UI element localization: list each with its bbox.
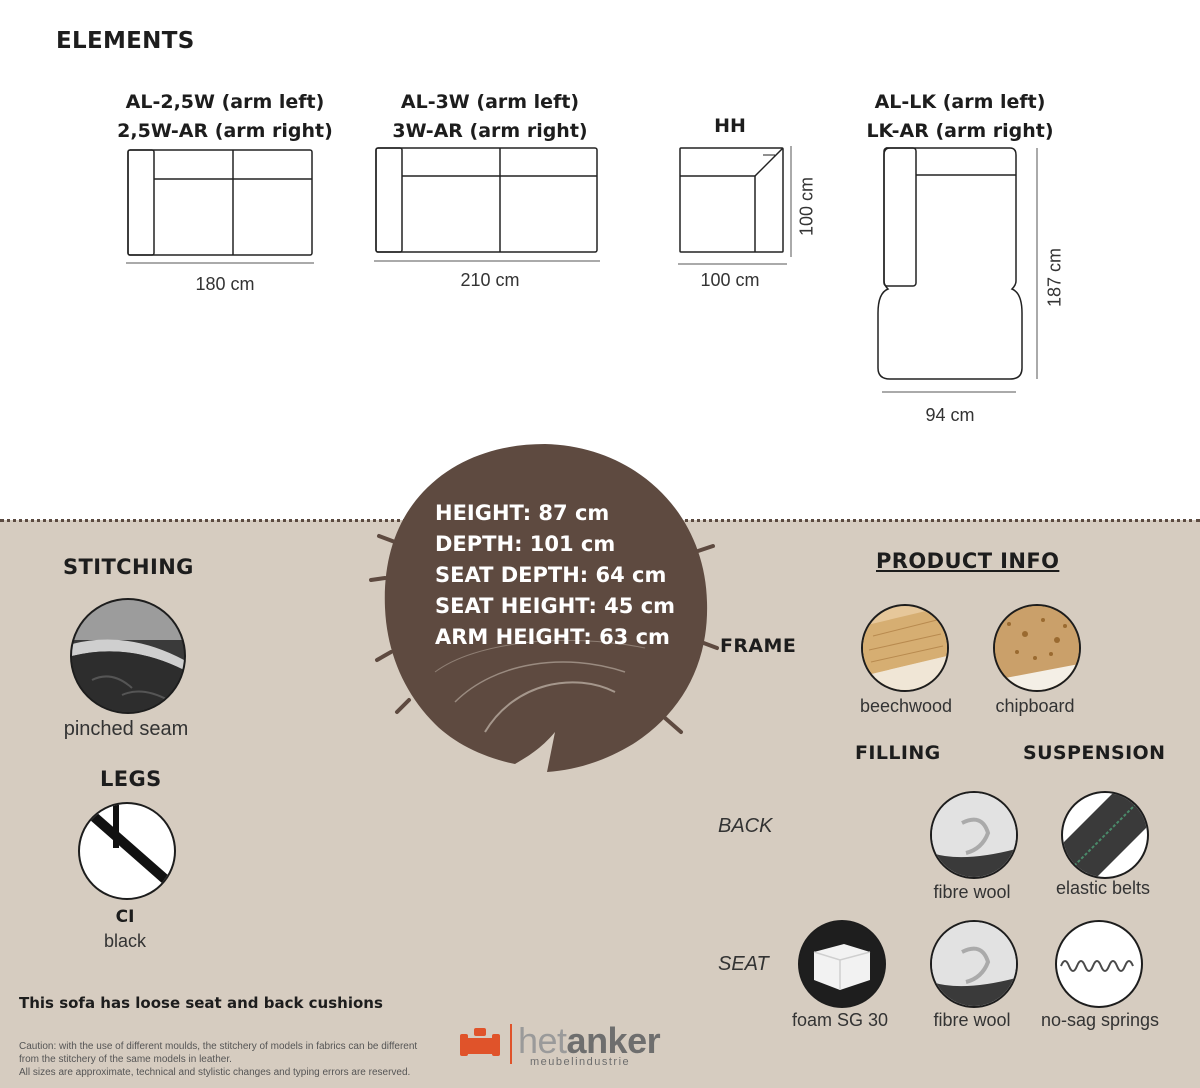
foam-image (798, 920, 886, 1008)
back-fibre-wool-image (930, 791, 1018, 879)
seat-row-label: SEAT (718, 953, 769, 975)
cushion-note: This sofa has loose seat and back cushions (19, 994, 383, 1012)
seat-fibre-wool-image (930, 920, 1018, 1008)
specs-block (435, 498, 675, 653)
element-3-width: 100 cm (700, 270, 760, 290)
chipboard-image (993, 604, 1081, 692)
elastic-belts-image (1061, 791, 1149, 879)
legs-image (78, 802, 176, 900)
element-2-line1: AL-3W (arm left) (400, 91, 580, 113)
spec-seat-height: SEAT HEIGHT: 45 cm (435, 594, 676, 618)
element-1-drawing (120, 145, 320, 275)
element-2-label (360, 88, 620, 146)
element-2-drawing (370, 143, 606, 269)
frame-label: FRAME (720, 635, 797, 657)
element-4-line2: LK-AR (arm right) (866, 120, 1054, 142)
spec-arm-height: ARM HEIGHT: 63 cm (435, 625, 670, 649)
element-3-drawing (675, 143, 800, 268)
back-row-label: BACK (718, 815, 773, 837)
no-sag-springs-image (1055, 920, 1143, 1008)
element-4-label (845, 88, 1075, 146)
element-4-width: 94 cm (925, 405, 975, 425)
brand-divider (510, 1024, 512, 1064)
caution-line-2: from the stitchery of the same models in leather. (19, 1054, 232, 1065)
element-4-line1: AL-LK (arm left) (874, 91, 1046, 113)
stitching-image (70, 598, 186, 714)
filling-title: FILLING (855, 742, 941, 764)
brand-name-anker: anker (566, 1020, 661, 1061)
beechwood-caption: beechwood (859, 696, 953, 716)
elements-title: ELEMENTS (56, 28, 195, 54)
legs-color: black (103, 931, 147, 951)
chipboard-caption: chipboard (995, 696, 1075, 716)
suspension-title: SUSPENSION (1023, 742, 1166, 764)
element-1-line1: AL-2,5W (arm left) (125, 91, 325, 113)
element-1-width: 180 cm (195, 274, 255, 294)
element-2-width: 210 cm (460, 270, 520, 290)
seat-fibre-wool-caption: fibre wool (933, 1010, 1011, 1030)
product-info-title: PRODUCT INFO (876, 549, 1060, 573)
element-1-line2: 2,5W-AR (arm right) (117, 120, 333, 142)
spec-depth: DEPTH: 101 cm (435, 532, 616, 556)
spec-height: HEIGHT: 87 cm (435, 501, 610, 525)
legs-code: CI (115, 907, 135, 927)
element-4-depth: 187 cm (1044, 247, 1065, 308)
beechwood-image (861, 604, 949, 692)
brand-sofa-icon (460, 1028, 500, 1060)
element-3-depth: 100 cm (796, 176, 817, 237)
no-sag-springs-caption: no-sag springs (1040, 1010, 1160, 1030)
brand-name-het: het (518, 1020, 567, 1061)
brand-logo (460, 1022, 720, 1072)
stitching-title: STITCHING (63, 555, 194, 579)
brand-sub: meubelindustrie (530, 1056, 631, 1068)
legs-title: LEGS (100, 767, 162, 791)
caution-text (19, 1040, 459, 1079)
caution-line-3: All sizes are approximate, technical and stylistic changes and typing errors are reserved. (19, 1067, 411, 1078)
element-2-line2: 3W-AR (arm right) (392, 120, 588, 142)
elastic-belts-caption: elastic belts (1055, 878, 1151, 898)
element-4-drawing (870, 143, 1040, 398)
element-1-label (100, 88, 350, 146)
back-fibre-wool-caption: fibre wool (933, 882, 1011, 902)
caution-line-1: Caution: with the use of different moulds, the stitchery of models in fabrics can be different (19, 1041, 418, 1052)
stitching-caption: pinched seam (63, 718, 189, 740)
foam-caption: foam SG 30 (791, 1010, 889, 1030)
spec-seat-depth: SEAT DEPTH: 64 cm (435, 563, 667, 587)
element-3-label: HH (714, 115, 746, 137)
